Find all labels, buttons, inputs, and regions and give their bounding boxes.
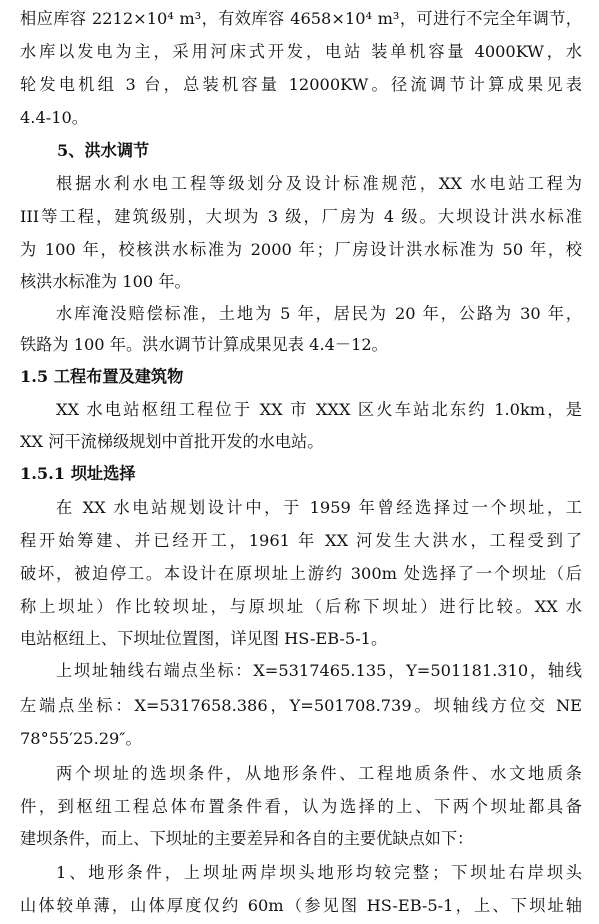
body-text-line: III等工程，建筑级别，大坝为 3 级，厂房为 4 级。大坝设计洪水标准 bbox=[20, 207, 582, 226]
body-text-line: 在 XX 水电站规划设计中，于 1959 年曾经选择过一个坝址，工 bbox=[56, 498, 582, 517]
body-text-line: 核洪水标准为 100 年。 bbox=[20, 272, 191, 291]
body-text-line: 山体较单薄，山体厚度仅约 60m（参见图 HS-EB-5-1，上、下坝址轴 bbox=[20, 896, 582, 915]
section-heading-1-5-1: 1.5.1 坝址选择 bbox=[20, 464, 136, 483]
body-text-line: 件，到枢纽工程总体布置条件看，认为选择的上、下两个坝址都具备 bbox=[20, 797, 582, 816]
body-text-line: 建坝条件，而上、下坝址的主要差异和各自的主要优缺点如下： bbox=[20, 829, 474, 848]
body-text-line: 相应库容 2212×10⁴ m³，有效库容 4658×10⁴ m³，可进行不完全年调节， bbox=[20, 9, 582, 28]
body-text-line: 1、地形条件，上坝址两岸坝头地形均较完整；下坝址右岸坝头 bbox=[56, 863, 582, 882]
body-text-line: 程开始筹建、并已经开工，1961 年 XX 河发生大洪水，工程受到了 bbox=[20, 531, 582, 550]
body-text-line: 为 100 年，校核洪水标准为 2000 年；厂房设计洪水标准为 50 年，校 bbox=[20, 240, 582, 259]
body-text-line: 78°55′25.29″。 bbox=[20, 729, 142, 748]
body-text-line: 铁路为 100 年。洪水调节计算成果见表 4.4－12。 bbox=[20, 335, 388, 354]
body-text-line: 电站枢纽上、下坝址位置图，详见图 HS-EB-5-1。 bbox=[20, 629, 388, 648]
body-text-line: 4.4-10。 bbox=[20, 108, 88, 127]
body-text-line: 上坝址轴线右端点坐标：X=5317465.135，Y=501181.310，轴线 bbox=[56, 661, 582, 680]
body-text-line: 水库以发电为主，采用河床式开发，电站 装单机容量 4000KW，水 bbox=[20, 42, 582, 61]
body-text-line: 水库淹没赔偿标准，土地为 5 年，居民为 20 年，公路为 30 年， bbox=[56, 304, 582, 323]
body-text-line: XX 河干流梯级规划中首批开发的水电站。 bbox=[20, 432, 324, 451]
body-text-line: 根据水利水电工程等级划分及设计标准规范，XX 水电站工程为 bbox=[56, 174, 582, 193]
body-text-line: XX 水电站枢纽工程位于 XX 市 XXX 区火车站北东约 1.0km，是 bbox=[56, 400, 582, 419]
body-text-line: 破坏，被迫停工。本设计在原坝址上游约 300m 处选择了一个坝址（后 bbox=[20, 564, 582, 583]
body-text-line: 称上坝址）作比较坝址，与原坝址（后称下坝址）进行比较。XX 水 bbox=[20, 597, 582, 616]
body-text-line: 轮发电机组 3 台，总装机容量 12000KW。径流调节计算成果见表 bbox=[20, 75, 582, 94]
section-heading-1-5: 1.5 工程布置及建筑物 bbox=[20, 367, 184, 386]
body-text-line: 两个坝址的选坝条件，从地形条件、工程地质条件、水文地质条 bbox=[56, 764, 582, 783]
section-heading-flood-regulation: 5、洪水调节 bbox=[57, 141, 150, 160]
body-text-line: 左端点坐标：X=5317658.386，Y=501708.739。坝轴线方位交 NE bbox=[20, 696, 582, 715]
